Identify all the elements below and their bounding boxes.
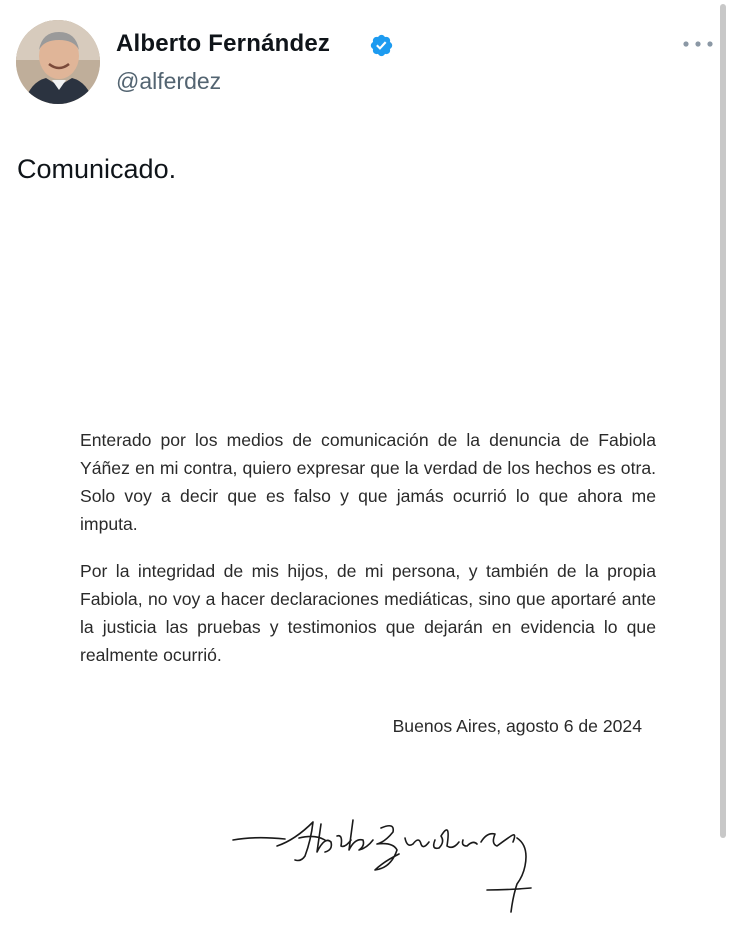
tweet-header [16, 20, 716, 110]
tweet-text: Comunicado. [17, 154, 177, 184]
author-handle[interactable]: @alferdez [116, 68, 222, 94]
letter-paragraph-2: Por la integridad de mis hijos, de mi persona, y también de la propia Fabiola, no voy a hacer declaraciones mediáticas, sino que aportaré ante la justicia las pruebas y testimonios que dejarán en evidencia lo que realmente ocurrió. [80, 561, 656, 665]
scrollbar-thumb[interactable] [720, 4, 726, 838]
profile-photo-icon [16, 20, 100, 104]
author-display-name[interactable]: Alberto Fernández [116, 30, 331, 57]
letter-dateline: Buenos Aires, agosto 6 de 2024 [392, 716, 642, 736]
avatar[interactable] [16, 20, 100, 104]
verified-badge-icon [369, 33, 394, 58]
more-options-button[interactable] [680, 35, 716, 53]
attached-letter-image[interactable] [0, 230, 718, 950]
signature-icon [225, 810, 565, 920]
ellipsis-icon [680, 35, 716, 53]
letter-paragraph-1: Enterado por los medios de comunicación de la denuncia de Fabiola Yáñez en mi contra, quiero expresar que la verdad de los hechos es otra. Solo voy a decir que es falso y que jamás ocurrió lo que ahora me imputa. [80, 430, 656, 534]
